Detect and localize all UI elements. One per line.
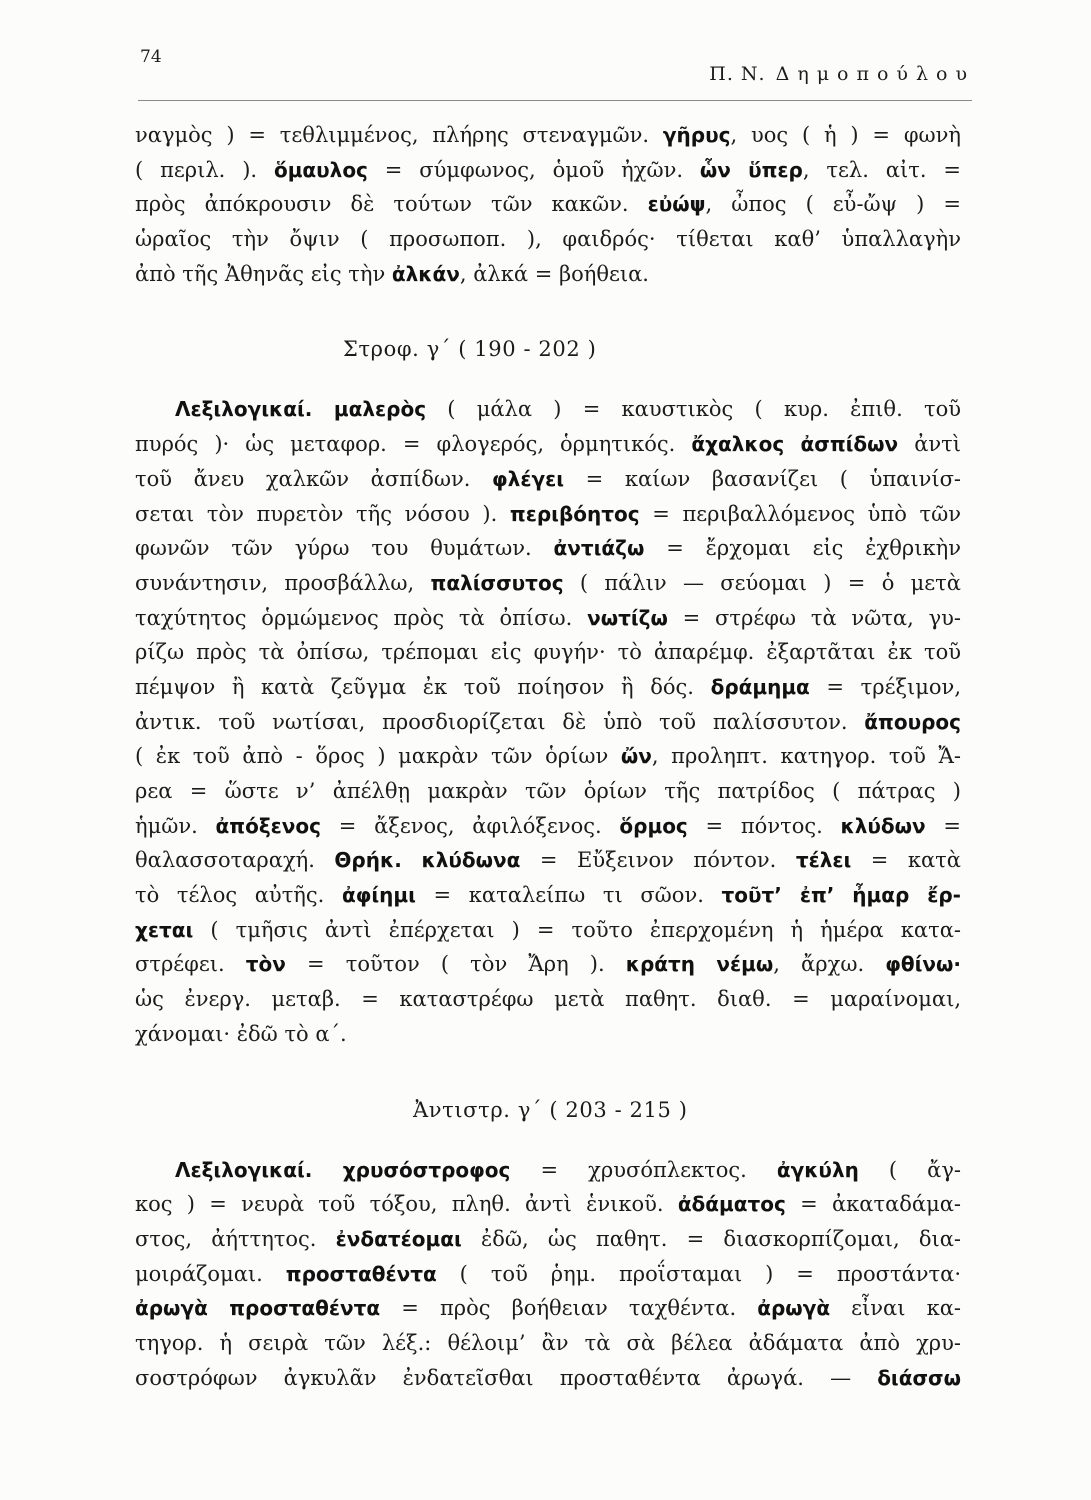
lemma-term: φλέγει <box>492 466 565 491</box>
text-line <box>135 427 961 462</box>
lemma-term: χεται <box>135 917 194 942</box>
text-line <box>135 566 961 601</box>
lemma-term: παλίσσυτος <box>430 570 564 595</box>
body-text: πυρός )· ὡς μεταφορ. = φλογερός, ὁρμητικός. <box>135 432 692 457</box>
lemma-term: ἐνδατέομαι <box>335 1226 462 1251</box>
body-text: ταχύτητος ὁρμώμενος πρὸς τὰ ὀπίσω. <box>135 605 588 630</box>
lemma-term: ὤν <box>620 744 652 769</box>
text-line <box>135 1187 961 1222</box>
text-line <box>135 1291 961 1326</box>
text-line <box>135 1257 961 1292</box>
lemma-term: ἀντιάζω <box>553 536 645 561</box>
lemma-term: Θρήκ. κλύδωνα <box>334 848 521 873</box>
lemma-term: ὅμαυλος <box>273 157 368 182</box>
body-text: ( ἐκ τοῦ ἀπὸ - ὅρος ) μακρὰν τῶν ὁρίων <box>135 744 621 769</box>
page-number: 74 <box>140 47 162 67</box>
body-text: , τελ. αἰτ. = <box>802 157 961 182</box>
text-line <box>135 1361 961 1396</box>
body-text: ναγμὸς ) = τεθλιμμένος, πλήρης στεναγμῶν. <box>135 123 663 147</box>
body-text: ἀντικ. τοῦ νωτίσαι, προσδιορίζεται δὲ ὑπὸ τοῦ παλίσσυτον. <box>135 709 865 734</box>
paragraph <box>135 392 961 1051</box>
author-initials: Π. Ν. <box>709 63 766 85</box>
lemma-term: Λεξιλογικαί. μαλερὸς <box>175 397 427 422</box>
text-line <box>135 601 961 636</box>
text-line <box>135 1326 961 1361</box>
text-line <box>135 257 961 292</box>
text-line <box>135 878 961 913</box>
body-text: ἀντὶ <box>898 432 962 457</box>
body-text: , ἀλκά = βοήθεια. <box>459 261 649 286</box>
body-text: ( τοῦ ῥημ. προΐσταμαι ) = προστάντα· <box>436 1261 961 1286</box>
body-text: θαλασσοταραχή. <box>135 848 335 873</box>
body-text: = κατὰ <box>851 848 961 873</box>
body-text: , ἄρχω. <box>773 952 886 977</box>
text-line <box>135 118 961 153</box>
lemma-term: ὅρμος <box>619 813 688 838</box>
body-text: ἀπὸ τῆς Ἀθηνᾶς εἰς τὴν <box>135 261 392 286</box>
lemma-term: νωτίζω <box>587 605 668 630</box>
body-text: ( πάλιν — σεύομαι ) = ὁ μετὰ <box>563 570 961 595</box>
lemma-term: δράμημα <box>710 674 810 699</box>
text-line <box>135 670 961 705</box>
lemma-term: Λεξιλογικαί. χρυσόστροφος <box>175 1157 511 1182</box>
lemma-term: ἀλκάν <box>391 261 460 286</box>
text-line <box>135 947 961 982</box>
text-line <box>135 153 961 188</box>
lemma-term: ἄπουρος <box>864 709 961 734</box>
body-text: = ἔρχομαι εἰς ἐχθρικὴν <box>644 536 961 561</box>
paragraph <box>135 1153 961 1396</box>
body-text: πρὸς ἀπόκρουσιν δὲ τούτων τῶν κακῶν. <box>135 192 648 217</box>
body-text: = τοῦτον ( τὸν Ἄρη ). <box>285 952 626 977</box>
lemma-term: ὧν ὕπερ <box>699 157 803 182</box>
lemma-term: ἀρωγὰ <box>757 1296 831 1321</box>
text-line <box>135 705 961 740</box>
body-text: ( μάλα ) = καυστικὸς ( κυρ. ἐπιθ. τοῦ <box>426 397 962 422</box>
lemma-term: γῆρυς <box>662 123 731 147</box>
lemma-term: ἀπόξενος <box>215 813 322 838</box>
lemma-term: τέλει <box>795 848 852 873</box>
text-line <box>135 913 961 948</box>
body-text: τοῦ ἄνευ χαλκῶν ἀσπίδων. <box>135 466 493 491</box>
body-text: ( ἄγ- <box>858 1157 962 1182</box>
paragraph <box>135 118 961 291</box>
text-line <box>135 392 961 427</box>
body-text: φωνῶν τῶν γύρω του θυμάτων. <box>135 536 554 561</box>
body-text: = χρυσόπλεκτος. <box>510 1157 777 1182</box>
lemma-term: ἀδάματος <box>677 1192 786 1217</box>
lemma-term: περιβόητος <box>509 501 640 526</box>
body-text: ἡμῶν. <box>135 813 216 838</box>
text-line <box>135 809 961 844</box>
body-text: στρέφει. <box>135 952 246 977</box>
body-text: κος ) = νευρὰ τοῦ τόξου, πληθ. ἀντὶ ἑνικοῦ. <box>135 1192 678 1217</box>
body-text: σεται τὸν πυρετὸν τῆς νόσου ). <box>135 501 510 526</box>
text-line <box>135 462 961 497</box>
text-line <box>135 982 961 1017</box>
body-text: συνάντησιν, προσβάλλω, <box>135 570 431 595</box>
body-text: = ἄξενος, ἀφιλόξενος. <box>321 813 620 838</box>
running-header-author <box>709 62 975 86</box>
body-text: = πόντος. <box>687 813 841 838</box>
body-text: ἐδῶ, ὡς παθητ. = διασκορπίζομαι, δια- <box>461 1226 961 1251</box>
body-text: τηγορ. ἡ σειρὰ τῶν λέξ.: θέλοιμ’ ἂν τὰ σὰ βέλεα ἀδάματα ἀπὸ χρυ- <box>135 1330 961 1355</box>
text-line <box>135 739 961 774</box>
body-text: = στρέφω τὰ νῶτα, γυ- <box>667 605 961 630</box>
body-text: = καίων βασανίζει ( ὑπαινίσ- <box>564 466 962 491</box>
lemma-term: φθίνω· <box>885 952 962 977</box>
text-line <box>135 497 961 532</box>
lemma-term: ἀγκύλη <box>776 1157 859 1182</box>
body-text: = Εὔξεινον πόντον. <box>520 848 796 873</box>
body-text: σοστρόφων ἀγκυλᾶν ἐνδατεῖσθαι προσταθέντα ἀρωγά. — <box>135 1365 878 1390</box>
body-text: = <box>925 813 961 838</box>
body-text: πέμψον ἢ κατὰ ζεῦγμα ἐκ τοῦ ποίησον ἢ δός. <box>135 674 711 699</box>
lemma-term: διάσσω <box>877 1365 961 1390</box>
lemma-term: κράτη νέμω <box>625 952 774 977</box>
text-body <box>135 118 961 1395</box>
section-heading: Στροφ. γ΄ ( 190 - 202 ) <box>343 337 597 362</box>
lemma-term: κλύδων <box>840 813 926 838</box>
body-text: = περιβαλλόμενος ὑπὸ τῶν <box>639 501 961 526</box>
lemma-term: ἀρωγὰ προσταθέντα <box>135 1296 381 1321</box>
text-line <box>135 187 961 222</box>
text-line <box>135 635 961 670</box>
body-text: τὸ τέλος αὐτῆς. <box>135 883 342 908</box>
body-text: = σύμφωνος, ὁμοῦ ἠχῶν. <box>367 157 700 182</box>
body-text: , ὦπος ( εὖ-ὤψ ) = <box>705 192 961 217</box>
body-text: = τρέξιμον, <box>809 674 961 699</box>
body-text: ὡραῖος τὴν ὄψιν ( προσωποπ. ), φαιδρός· τίθεται καθ’ ὑπαλλαγὴν <box>135 227 961 252</box>
body-text: = πρὸς βοήθειαν ταχθέντα. <box>380 1296 758 1321</box>
text-line <box>135 843 961 878</box>
body-text: , προληπτ. κατηγορ. τοῦ Ἄ- <box>651 744 961 769</box>
text-line <box>135 774 961 809</box>
body-text: εἶναι κα- <box>830 1296 961 1321</box>
body-text: χάνομαι· ἐδῶ τὸ α΄. <box>135 1021 347 1046</box>
lemma-term: προσταθέντα <box>285 1261 437 1286</box>
text-line <box>135 531 961 566</box>
author-surname: Δημοπούλου <box>775 63 975 85</box>
lemma-term: εὐώψ <box>647 192 706 217</box>
text-line <box>135 1153 961 1188</box>
body-text: = καταλείπω τι σῶον. <box>415 883 722 908</box>
body-text: , υος ( ἡ ) = φωνὴ <box>730 123 961 147</box>
body-text: ρίζω πρὸς τὰ ὀπίσω, τρέπομαι εἰς φυγήν· τὸ ἀπαρέμφ. ἐξαρτᾶται ἐκ τοῦ <box>135 640 961 665</box>
body-text: ὡς ἐνεργ. μεταβ. = καταστρέφω μετὰ παθητ. διαθ. = μαραίνομαι, <box>135 987 961 1012</box>
text-line <box>135 1222 961 1257</box>
body-text: στος, ἀήττητος. <box>135 1226 336 1251</box>
text-line <box>135 1017 961 1052</box>
lemma-term: τοῦτ’ ἐπ’ ἦμαρ ἔρ- <box>721 883 961 908</box>
body-text: μοιράζομαι. <box>135 1261 286 1286</box>
text-line <box>135 222 961 257</box>
section-heading: Ἀντιστρ. γ΄ ( 203 - 215 ) <box>413 1097 688 1122</box>
lemma-term: τὸν <box>245 952 286 977</box>
lemma-term: ἄχαλκος ἀσπίδων <box>691 432 899 457</box>
header-rule <box>138 100 972 101</box>
lemma-term: ἀφίημι <box>341 883 416 908</box>
body-text: ( τμῆσις ἀντὶ ἐπέρχεται ) = τοῦτο ἐπερχομένη ἡ ἡμέρα κατα- <box>193 917 961 942</box>
body-text: ρεα = ὥστε ν’ ἀπέλθῃ μακρὰν τῶν ὁρίων τῆς πατρίδος ( πάτρας ) <box>135 779 961 803</box>
body-text: ( περιλ. ). <box>135 157 274 182</box>
body-text: = ἀκαταδάμα- <box>785 1192 962 1217</box>
